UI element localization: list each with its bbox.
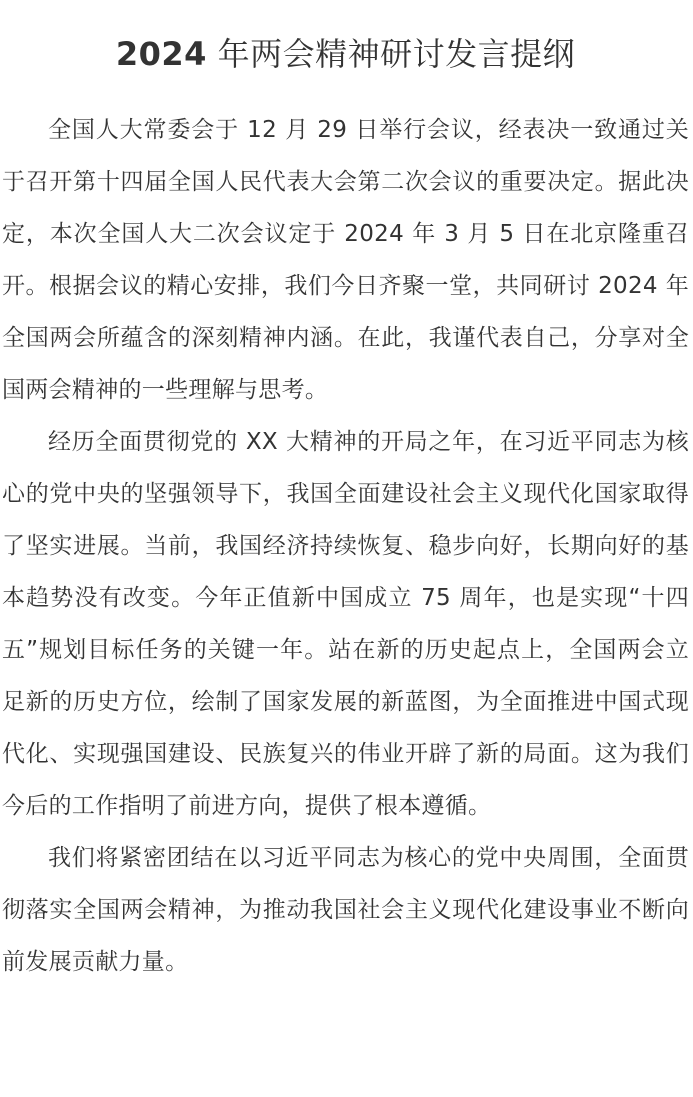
paragraph-conclusion: 我们将紧密团结在以习近平同志为核心的党中央周围，全面贯彻落实全国两会精神，为推动我国社会主义现代化建设事业不断向前发展贡献力量。: [2, 845, 689, 975]
title-text: 年两会精神研讨发言提纲: [206, 35, 576, 73]
paragraph-context: 经历全面贯彻党的 XX 大精神的开局之年，在习近平同志为核心的党中央的坚强领导下，我国全面建设社会主义现代化国家取得了坚实进展。当前，我国经济持续恢复、稳步向好，长期向好的基本趋势没有改变。今年正值新中国成立 75 周年，也是实现“十四五”规划目标任务的关键一年。站在新的历史起点上，全国两会立足新的历史方位，绘制了国家发展的新蓝图，为全面推进中国式现代化、实现强国建设、民族复兴的伟业开辟了新的局面。这为我们今后的工作指明了前进方向，提供了根本遵循。: [2, 429, 689, 819]
document-title: [2, 0, 689, 76]
document-body: [2, 104, 689, 988]
paragraph-intro: 全国人大常委会于 12 月 29 日举行会议，经表决一致通过关于召开第十四届全国人民代表大会第二次会议的重要决定。据此决定，本次全国人大二次会议定于 2024 年 3 月 5 日在北京隆重召开。根据会议的精心安排，我们今日齐聚一堂，共同研讨 2024 年全国两会所蕴含的深刻精神内涵。在此，我谨代表自己，分享对全国两会精神的一些理解与思考。: [2, 117, 689, 403]
title-year: 2024: [115, 35, 207, 73]
